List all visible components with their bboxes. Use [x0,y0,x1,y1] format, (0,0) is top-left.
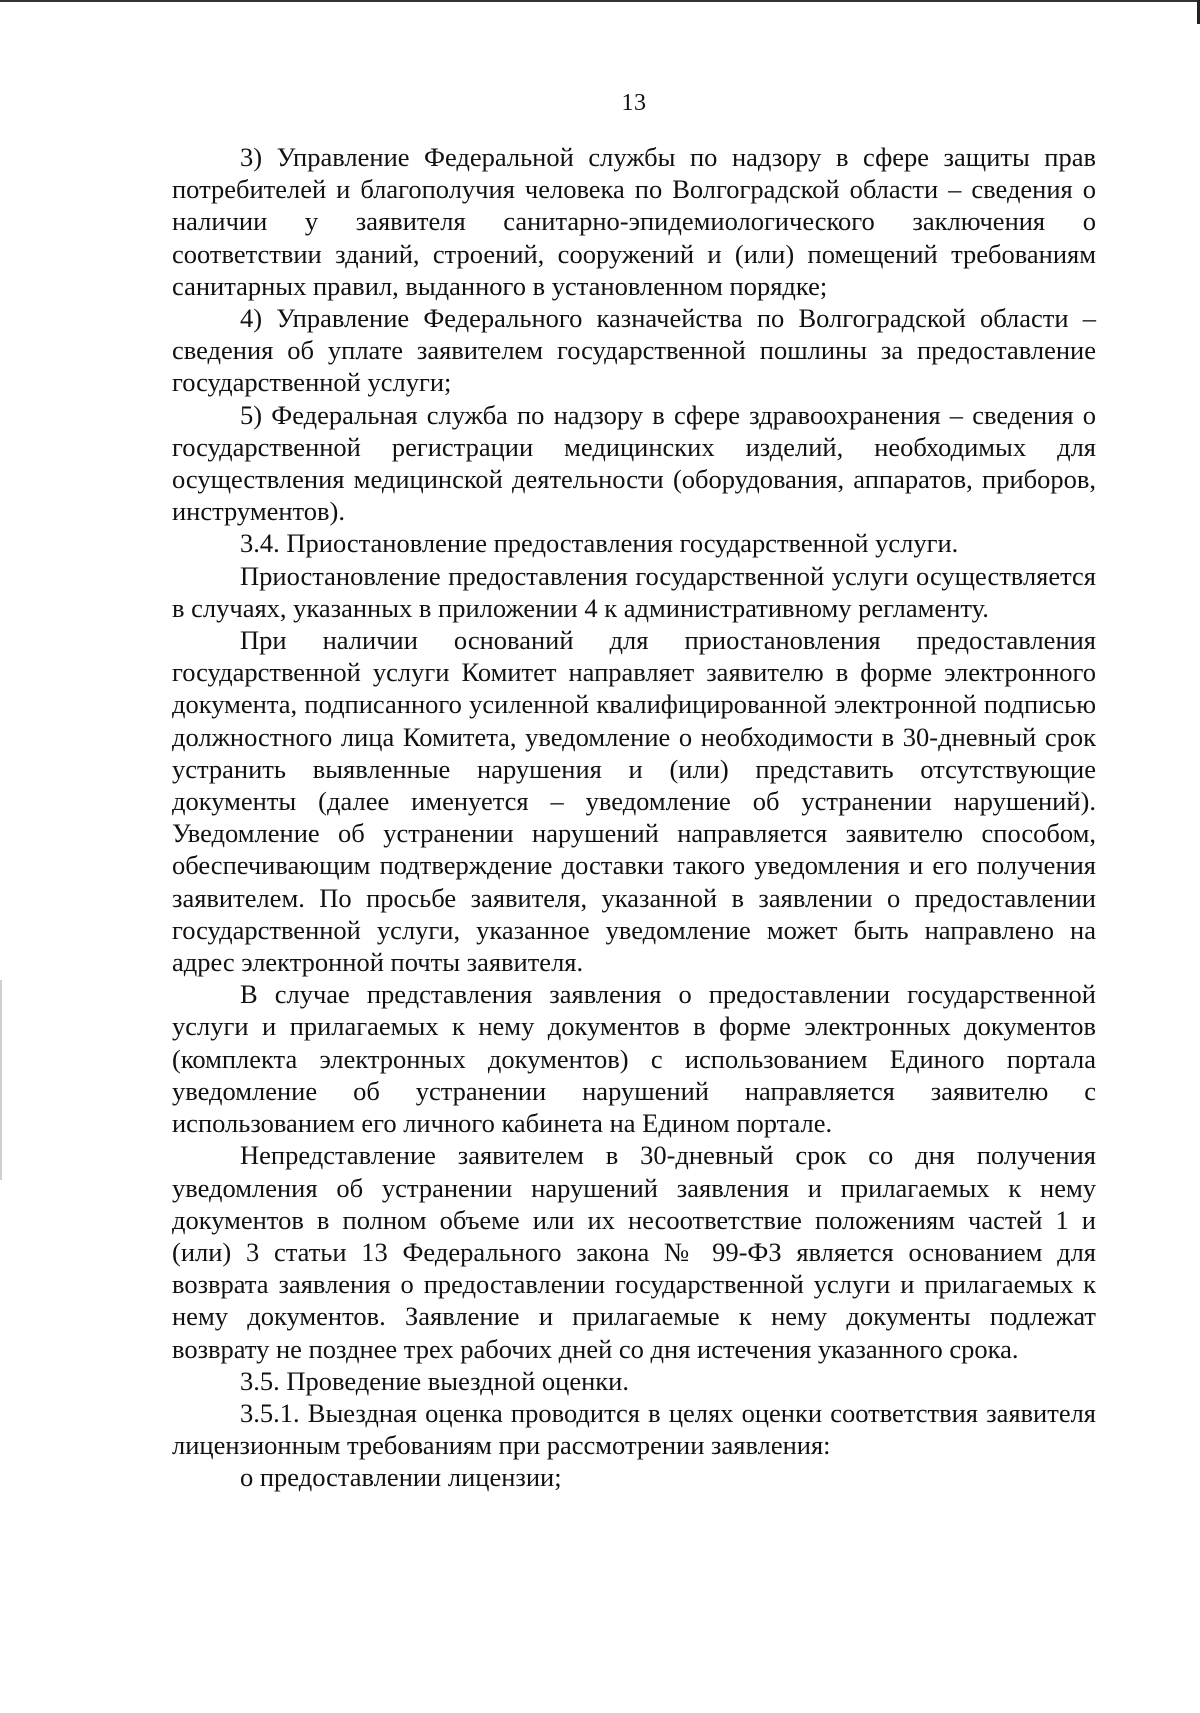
scan-border-top [0,0,1200,2]
page-number: 13 [621,90,647,116]
scan-border-left [0,980,2,1180]
paragraph-suspension-cases: Приостановление предоставления государственной услуги осуществляется в случаях, указанных в приложении 4 к административному регламенту. [172,560,1096,623]
section-heading-3-4: 3.4. Приостановление предоставления государственной услуги. [240,528,959,559]
paragraph-item-3: 3) Управление Федеральной службы по надзору в сфере защиты прав потребителей и благополучия человека по Волгоградской области – сведения о наличии у заявителя санитарно-эпидемиологического заключения о соответствии зданий, строений, сооружений и (или) помещений требованиям санитарных правил, выданного в установленном порядке; [172,142,1096,301]
paragraph-suspension-notice: При наличии оснований для приостановления предоставления государственной услуги Комитет направляет заявителю в форме электронного документа, подписанного усиленной квалифицированной электронной подписью должностного лица Комитета, уведомление о необходимости в 30-дневный срок устранить выявленные нарушения и (или) представить отсутствующие документы (далее именуется – уведомление об устранении нарушений). Уведомление об устранении нарушений направляется заявителю способом, обеспечивающим подтверждение доставки такого уведомления и его получения заявителем. По просьбе заявителя, указанной в заявлении о предоставлении государственной услуги, указанное уведомление может быть направлено на адрес электронной почты заявителя. [172,625,1096,978]
paragraph-electronic-submission: В случае представления заявления о предоставлении государственной услуги и прилагаемых к нему документов в форме электронных документов (комплекта электронных документов) с использованием Единого портала уведомление об устранении нарушений направляется заявителю с использованием его личного кабинета на Едином портале. [172,979,1096,1139]
section-heading-3-5: 3.5. Проведение выездной оценки. [240,1365,629,1396]
paragraph-license-item: о предоставлении лицензии; [240,1462,562,1493]
paragraph-item-4: 4) Управление Федерального казначейства по Волгоградской области – сведения об уплате заявителем государственной пошлины за предоставление государственной услуги; [172,303,1096,398]
paragraph-non-submission: Непредставление заявителем в 30-дневный срок со дня получения уведомления об устранении нарушений заявления и прилагаемых к нему документов в полном объеме или их несоответствие положениям частей 1 и (или) 3 статьи 13 Федерального закона № 99-ФЗ является основанием для возврата заявления о предоставлении государственной услуги и прилагаемых к нему документов. Заявление и прилагаемые к нему документы подлежат возврату не позднее трех рабочих дней со дня истечения указанного срока. [172,1140,1096,1364]
document-body [172,141,1096,1494]
paragraph-3-5-1: 3.5.1. Выездная оценка проводится в целях оценки соответствия заявителя лицензионным требованиям при рассмотрении заявления: [172,1397,1096,1461]
paragraph-item-5: 5) Федеральная служба по надзору в сфере здравоохранения – сведения о государственной регистрации медицинских изделий, необходимых для осуществления медицинской деятельности (оборудования, аппаратов, приборов, инструментов). [172,399,1096,527]
